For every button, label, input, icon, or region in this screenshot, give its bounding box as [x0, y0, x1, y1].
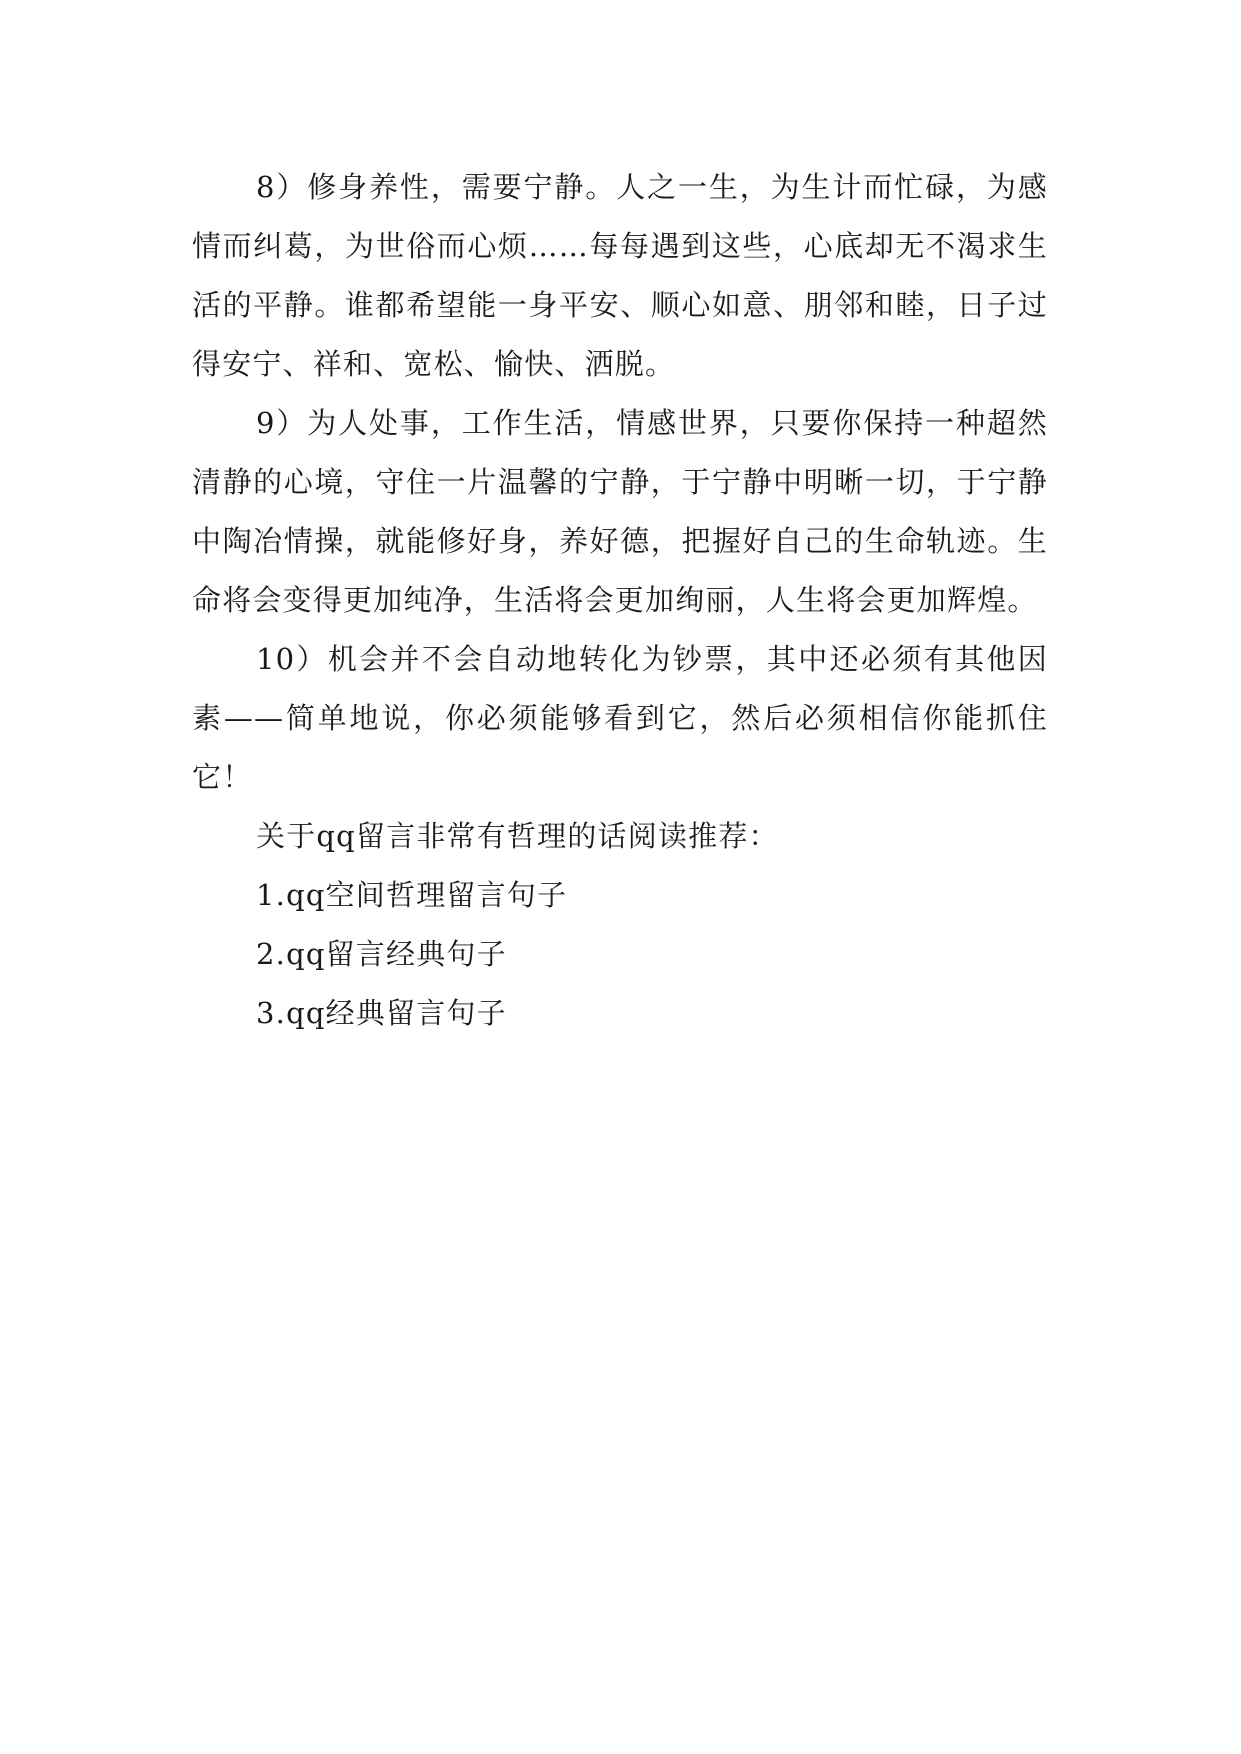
document-body: [192, 158, 1048, 1043]
paragraph-10: 10）机会并不会自动地转化为钞票，其中还必须有其他因素——简单地说，你必须能够看到它，然后必须相信你能抓住它！: [192, 642, 1048, 794]
recommend-link-3[interactable]: 3.qq经典留言句子: [256, 996, 507, 1030]
paragraph-8: 8）修身养性，需要宁静。人之一生，为生计而忙碌，为感情而纠葛，为世俗而心烦……每每遇到这些，心底却无不渴求生活的平静。谁都希望能一身平安、顺心如意、朋邻和睦，日子过得安宁、祥和、宽松、愉快、洒脱。: [192, 170, 1048, 381]
recommend-link-2[interactable]: 2.qq留言经典句子: [256, 937, 507, 971]
recommend-link-1[interactable]: 1.qq空间哲理留言句子: [256, 878, 568, 912]
paragraph-9: 9）为人处事，工作生活，情感世界，只要你保持一种超然清静的心境，守住一片温馨的宁静，于宁静中明晰一切，于宁静中陶冶情操，就能修好身，养好德，把握好自己的生命轨迹。生命将会变得更加纯净，生活将会更加绚丽，人生将会更加辉煌。: [192, 406, 1048, 617]
recommend-heading: 关于qq留言非常有哲理的话阅读推荐：: [256, 819, 779, 853]
recommend-list: [192, 866, 1048, 1043]
